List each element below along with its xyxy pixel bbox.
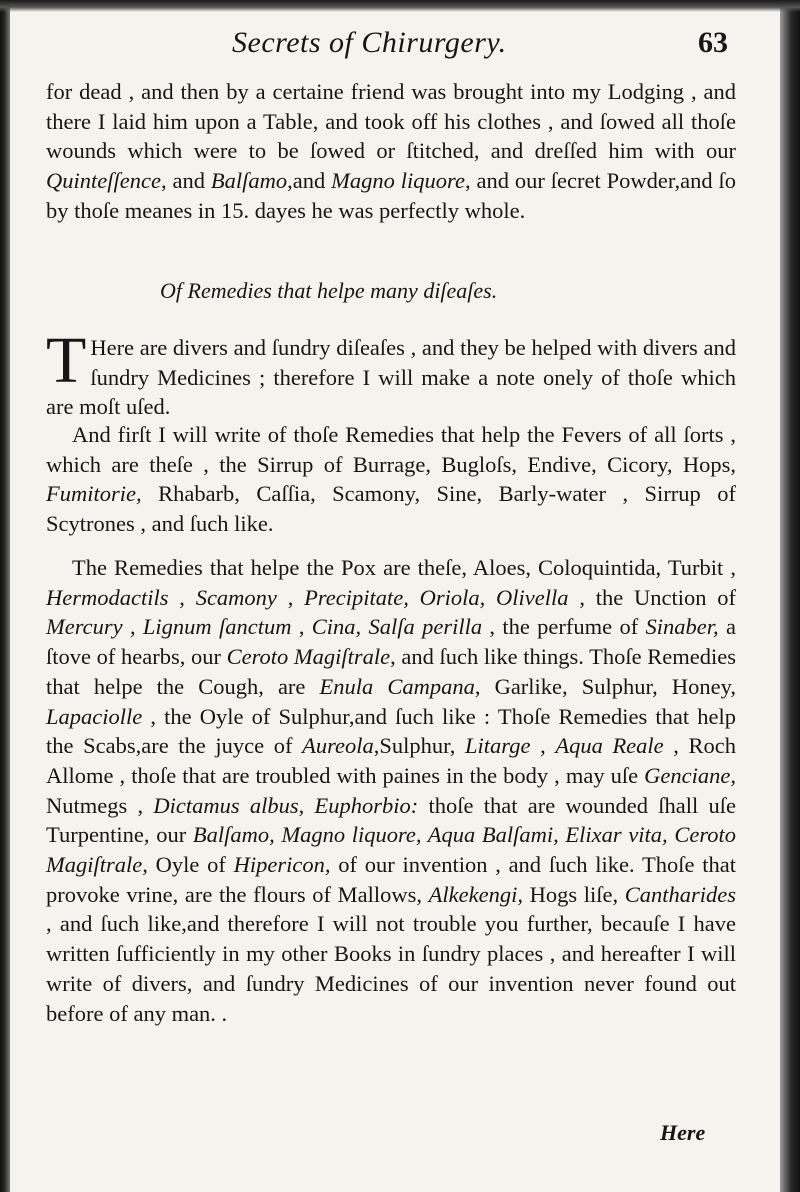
scan-edge-top: [0, 0, 800, 12]
section-heading: Of Remedies that helpe many diſeaſes.: [160, 278, 498, 303]
text-run: , the Unction of: [568, 584, 737, 610]
italic-term: Hermodactils: [46, 584, 169, 610]
text-run: ,: [122, 614, 143, 640]
text-run: ,Sulphur,: [373, 733, 466, 759]
text-run: , Garlike, Sulphur, Honey,: [474, 673, 736, 699]
page-number: 63: [698, 26, 728, 59]
scan-edge-left: [0, 0, 10, 1192]
text-run: ,: [530, 733, 556, 759]
text-run: Oyle of: [147, 852, 234, 878]
text-run: Hogs liſe,: [522, 881, 625, 907]
italic-term: Ceroto Magiſtrale: [226, 644, 391, 670]
italic-term: Mercury: [46, 614, 123, 640]
italic-term: Balſamo, Magno liquore, Aqua Balſami, Elixar vita, Ceroto Magiſtrale,: [46, 822, 736, 878]
text-run: ,: [276, 584, 305, 610]
scan-edge-right: [780, 0, 800, 1192]
text-run: a ſtove of hearbs, our: [46, 614, 736, 670]
italic-term: Quinteſſence: [46, 168, 161, 194]
italic-term: Sinaber,: [645, 614, 719, 640]
italic-term: Cina, Salſa perilla: [311, 614, 483, 640]
italic-term: Alkekengi,: [428, 881, 523, 907]
catchword: Here: [660, 1120, 706, 1145]
text-run: Rhabarb, Caſſia, Scamony, Sine, Barly-water , Sirrup of Scytrones , and ſuch like.: [46, 481, 736, 537]
text-run: , Roch Allome , thoſe that are troubled with paines in the body , may uſe: [46, 733, 737, 788]
text-run: for dead , and then by a certaine friend was brought into my Lodging , and there I laid him upon a Table, and took off his clothes , and ſowed all thoſe wounds which were to be ſowed or ſtitched, and dreſſed him with our: [46, 79, 736, 164]
text-run: Here are divers and ſundry diſeaſes , and they be helped with divers and ſundry Medicines ; therefore I will make a note onely of thoſe which are moſt uſed.: [46, 335, 736, 420]
italic-term: Litarge: [465, 733, 531, 759]
text-run: ,and: [287, 168, 332, 194]
text-run: And firſt I will write of thoſe Remedies that help the Fevers of all ſorts , which are theſe , the Sirrup of Burrage, Bugloſs, Endive, Cicory, Hops,: [46, 422, 736, 477]
italic-term: Aureola: [302, 733, 374, 759]
italic-term: Fumitorie,: [46, 481, 142, 507]
running-head: Secrets of Chirurgery.: [232, 26, 507, 59]
italic-term: Precipitate, Oriola, Olivella: [304, 584, 569, 610]
text-run: , the Oyle of Sulphur,and ſuch like : Thoſe Remedies that help the Scabs,are the juyce of: [46, 703, 736, 759]
text-run: Nutmegs ,: [46, 792, 154, 818]
paragraph-fevers: [46, 420, 736, 539]
text-run: thoſe that are wounded ſhall uſe Turpentine, our: [46, 792, 736, 848]
italic-term: Dictamus albus, Euphorbio:: [153, 792, 419, 818]
paragraph-continuation: [46, 77, 736, 226]
italic-term: Genciane,: [644, 762, 736, 788]
text-run: The Remedies that helpe the Pox are theſe, Aloes, Coloquintida, Turbit ,: [72, 555, 736, 580]
italic-term: Balſamo: [210, 168, 288, 194]
paragraph-intro: [46, 324, 736, 422]
italic-term: Hipericon,: [233, 852, 331, 878]
paragraph-remedies: [46, 553, 736, 1028]
text-run: ,: [291, 614, 312, 640]
text-run: , and: [160, 168, 211, 194]
italic-term: Enula Campana: [319, 673, 475, 699]
drop-cap: T: [46, 324, 87, 397]
italic-term: Scamony: [195, 584, 277, 610]
italic-term: Lignum ſanctum: [142, 614, 292, 640]
text-run: , and ſuch like,and therefore I will not trouble you further, becauſe I have written ſufficiently in my other Books in ſundry places , and hereafter I will write of divers, and ſundry Medicines of our invention never found out before of any man. .: [46, 911, 736, 1026]
italic-term: Aqua Reale: [555, 733, 664, 759]
text-run: , the perfume of: [482, 614, 646, 640]
text-run: of our invention , and ſuch like. Thoſe that provoke vrine, are the flours of Mallows,: [46, 852, 736, 907]
text-run: ,: [168, 584, 196, 610]
italic-term: Cantharides: [624, 881, 737, 907]
italic-term: Magno liquore: [331, 168, 465, 194]
italic-term: Lapaciolle: [46, 703, 143, 729]
text-run: , and ſuch like things. Thoſe Remedies that helpe the Cough, are: [46, 644, 736, 699]
text-run: , and our ſecret Powder,and ſo by thoſe meanes in 15. dayes he was perfectly whole.: [46, 168, 736, 223]
